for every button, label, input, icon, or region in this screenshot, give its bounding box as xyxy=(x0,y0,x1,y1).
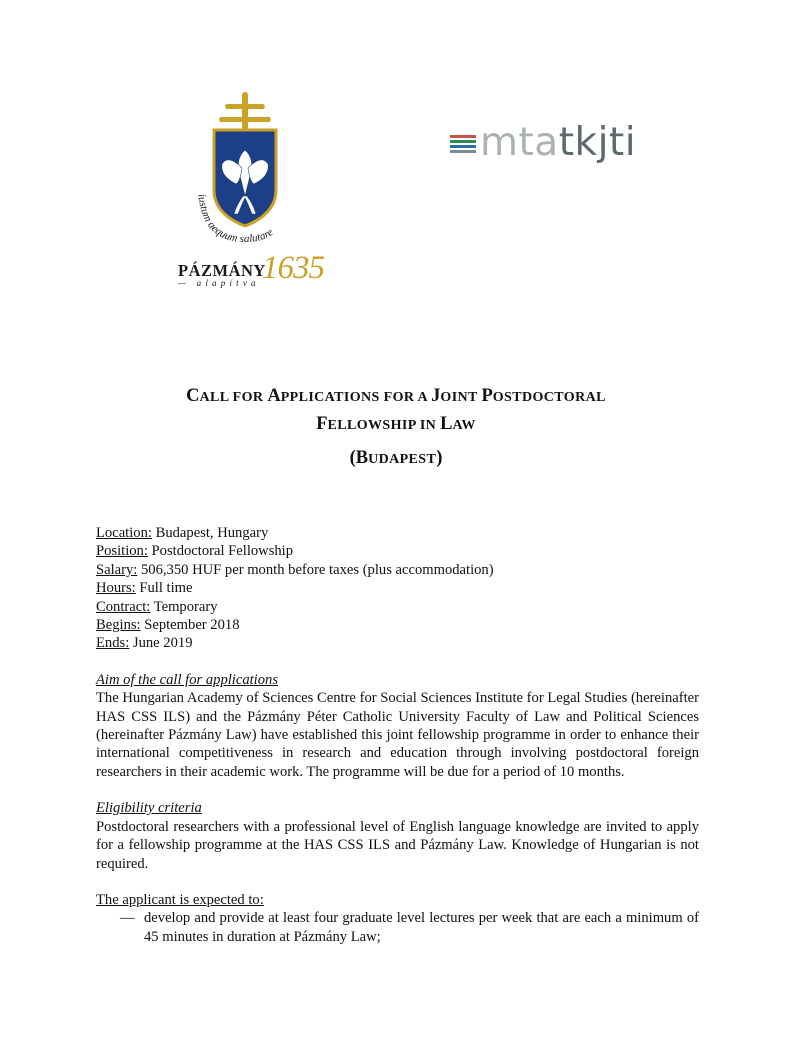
detail-label: Ends: xyxy=(96,635,130,652)
mta-text-dark: tkjti xyxy=(558,120,637,165)
detail-label: Begins: xyxy=(96,617,141,634)
title-segment: A xyxy=(267,386,281,406)
title-segment: OINT xyxy=(440,390,482,405)
detail-value: Temporary xyxy=(150,598,218,615)
eligibility-paragraph: Postdoctoral researchers with a professional level of English language knowledge are invited to apply for a fellowship programme at the HAS CSS ILS and Pázmány Law. Knowledge of Hungarian is not required. xyxy=(96,818,699,872)
expectations-section xyxy=(96,891,699,946)
title-segment: F xyxy=(316,414,328,434)
list-item-text: develop and provide at least four graduate level lectures per week that are each a minimum of 45 minutes in duration at Pázmány Law; xyxy=(144,910,699,945)
mta-tkjti-logo xyxy=(450,120,650,172)
mta-text-light: mta xyxy=(480,120,559,165)
detail-label: Hours: xyxy=(96,580,136,597)
detail-line xyxy=(96,598,699,616)
detail-value: Budapest, Hungary xyxy=(151,525,269,541)
title-segment: P xyxy=(481,386,493,406)
detail-value: Full time xyxy=(135,580,193,597)
detail-value: June 2019 xyxy=(129,635,193,652)
aim-heading: Aim of the call for applications xyxy=(96,671,279,688)
title-segment: C xyxy=(186,386,200,406)
detail-line xyxy=(96,616,699,634)
title-line-1 xyxy=(96,383,696,411)
pazmany-logo xyxy=(176,92,326,288)
title-segment: PPLICATIONS FOR A xyxy=(280,390,432,405)
list-item xyxy=(96,909,699,946)
dash-bullet-icon: — xyxy=(120,910,135,927)
pazmany-wordmark xyxy=(176,252,326,288)
title-line-3 xyxy=(96,445,696,473)
eligibility-section xyxy=(96,799,699,873)
pazmany-year: 1635 xyxy=(262,250,324,286)
pazmany-crest xyxy=(176,92,326,252)
detail-value: 506,350 HUF per month before taxes (plus accommodation) xyxy=(137,561,494,578)
detail-line xyxy=(96,579,699,597)
aim-paragraph: The Hungarian Academy of Sciences Centre for Social Sciences Institute for Legal Studies (hereinafter HAS CSS ILS) and the Pázmány Péter Catholic University Faculty of Law and Political Sciences (hereinafter Pázmány Law) have established this joint fellowship programme in order to enhance their international competitiveness in research and education through involving postdoctoral foreign researchers in their academic work. The programme will be due for a period of 10 months. xyxy=(96,690,699,780)
detail-label: Location: xyxy=(96,525,152,541)
title-segment: ) xyxy=(436,448,443,468)
document-body xyxy=(96,524,699,946)
title-segment: UDAPEST xyxy=(368,452,437,467)
mta-logo-text xyxy=(480,119,636,167)
title-segment: ALL FOR xyxy=(199,390,268,405)
document-title xyxy=(96,383,696,473)
detail-line xyxy=(96,542,699,560)
title-segment: J xyxy=(431,386,441,406)
job-details xyxy=(96,524,699,653)
title-segment: L xyxy=(440,414,453,434)
detail-label: Position: xyxy=(96,543,148,560)
title-segment: OSTDOCTORAL xyxy=(492,390,606,405)
pazmany-name: PÁZMÁNY xyxy=(178,261,266,280)
expectations-heading: The applicant is expected to: xyxy=(96,891,264,908)
title-segment: AW xyxy=(452,418,476,433)
detail-line xyxy=(96,634,699,652)
expectations-list xyxy=(96,909,699,946)
title-segment: (B xyxy=(349,448,369,468)
detail-value: September 2018 xyxy=(140,617,240,634)
detail-line xyxy=(96,561,699,579)
detail-label: Salary: xyxy=(96,561,138,578)
eligibility-heading: Eligibility criteria xyxy=(96,800,202,817)
detail-line xyxy=(96,524,699,542)
crest-motto: iustum aequum salutare xyxy=(195,193,276,246)
pazmany-subtitle: — alapítva xyxy=(178,278,260,288)
detail-value: Postdoctoral Fellowship xyxy=(147,543,294,560)
mta-stripes-icon xyxy=(450,135,476,159)
title-segment: ELLOWSHIP IN xyxy=(327,418,441,433)
aim-section xyxy=(96,671,699,781)
title-line-2 xyxy=(96,411,696,439)
detail-label: Contract: xyxy=(96,598,151,615)
